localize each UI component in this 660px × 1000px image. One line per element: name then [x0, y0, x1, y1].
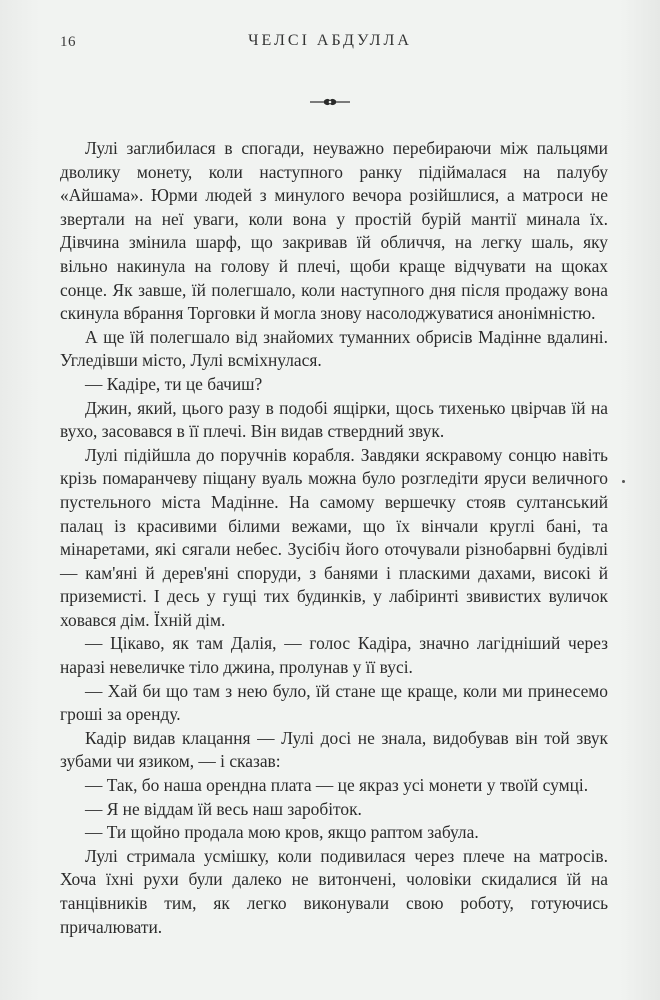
dialogue-line: — Так, бо наша орендна плата — це якраз усі монети у твоїй сумці. [85, 775, 589, 796]
print-speck [622, 480, 625, 483]
paragraph: Лулі заглибилася в спогади, неуважно перебираючи між пальцями дволику монету, коли наступного ранку підіймалася на палубу «Айшама». Юрми людей з минулого вечора розійшлися, а матроси не звертали на неї уваги, коли вона у простій бурій мантії минала їх. Дівчина змінила шарф, що закривав їй обличчя, на легку шаль, яку вільно накинула на голову й плечі, щоби краще відчувати на щоках сонце. Як завше, їй полегшало, коли наступного дня після продажу вона скинула вбрання Торговки й могла знову насолоджуватися анонімністю. [60, 138, 608, 324]
paragraph: Джин, який, цього разу в подобі ящірки, щось тихенько цвірчав їй на вухо, засовався в її плечі. Він видав ствердний звук. [60, 397, 608, 442]
dialogue-line: — Цікаво, як там Далія, — голос Кадіра, значно лагідніший через наразі невеличке тіло джина, пролунав у її вусі. [60, 633, 608, 678]
paragraph: Лулі стримала усмішку, коли подивилася через плече на матросів. Хоча їхні рухи були далеко не витончені, чоловіки скидалися їй на танцівників тим, як легко виконували свою роботу, готуючись причалювати. [60, 845, 608, 937]
running-header-author: ЧЕЛСІ АБДУЛЛА [248, 32, 412, 49]
dialogue-line: — Ти щойно продала мою кров, якщо раптом забула. [85, 822, 479, 843]
dialogue-line: — Хай би що там з нею було, їй стане ще краще, коли ми принесемо гроші за оренду. [60, 680, 608, 725]
paragraph: А ще їй полегшало від знайомих туманних обрисів Мадінне вдалині. Угледівши місто, Лулі всміхнулася. [60, 326, 608, 371]
chapter-body-text [60, 137, 608, 939]
dialogue-line: — Я не віддам їй весь наш заробіток. [85, 798, 362, 819]
dialogue-line: — Кадіре, ти це бачиш? [85, 373, 263, 394]
paragraph: Лулі підійшла до поручнів корабля. Завдяки яскравому сонцю навіть крізь помаранчеву піщану вуаль можна було розгледіти яруси величного пустельного міста Мадінне. На самому вершечку стояв султанський палац із красивими білими вежами, що їх вінчали круглі бані, та мінаретами, які сягали небес. Зусібіч його оточували різнобарвні будівлі — кам'яні й дерев'яні споруди, з банями і пласкими дахами, високі й приземисті. І десь у гущі тих будинків, у лабіринті звивистих вуличок ховався дім. Їхній дім. [60, 444, 608, 630]
page-number: 16 [60, 34, 76, 50]
paragraph: Кадір видав клацання — Лулі досі не знала, видобував він той звук зубами чи язиком, — і сказав: [60, 727, 608, 772]
ornament-divider-icon [309, 96, 351, 108]
